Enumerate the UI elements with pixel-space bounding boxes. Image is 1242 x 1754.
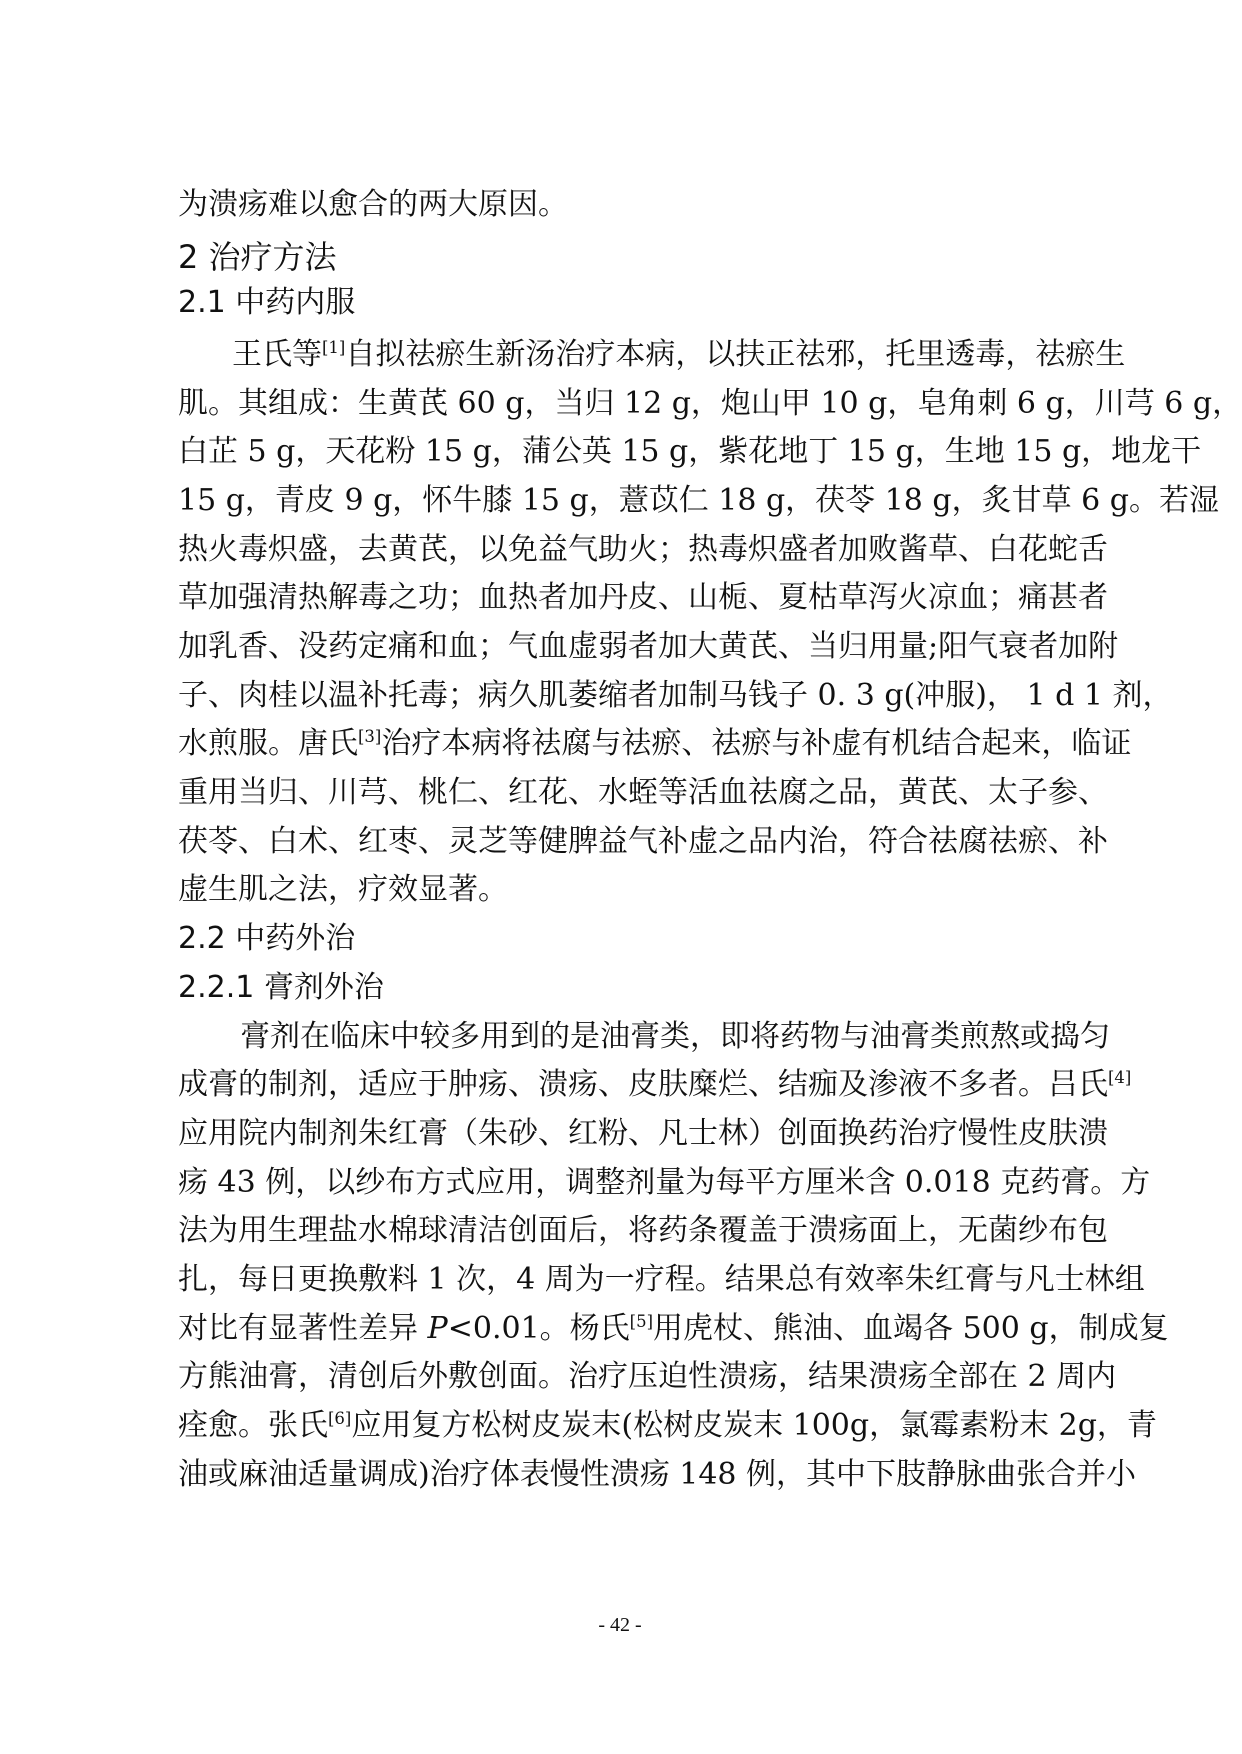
body-text-line: 15 g，青皮 9 g，怀牛膝 15 g，薏苡仁 18 g，茯苓 18 g，炙甘草 6 g。若湿 — [178, 483, 1219, 518]
body-text-line: 应用院内制剂朱红膏（朱砂、红粉、凡士林）创面换药治疗慢性皮肤溃 — [178, 1116, 1108, 1151]
citation-ref: [6] — [328, 1409, 352, 1428]
text-span: 成膏的制剂，适应于肿疡、溃疡、皮肤糜烂、结痂及渗液不多者。吕氏 — [178, 1067, 1108, 1102]
text-span: 自拟祛瘀生新汤治疗本病，以扶正祛邪，托里透毒，祛瘀生 — [345, 337, 1126, 372]
body-text-line — [178, 724, 1132, 764]
body-text-line: 油或麻油适量调成)治疗体表慢性溃疡 148 例，其中下肢静脉曲张合并小 — [178, 1457, 1137, 1492]
text-span: 用虎杖、熊油、血竭各 500 g，制成复 — [653, 1311, 1169, 1346]
body-text-line: 热火毒炽盛，去黄芪，以免益气助火；热毒炽盛者加败酱草、白花蛇舌 — [178, 532, 1108, 567]
body-text-line: 疡 43 例，以纱布方式应用，调整剂量为每平方厘米含 0.018 克药膏。方 — [178, 1165, 1151, 1200]
body-text-line: 白芷 5 g，天花粉 15 g，蒲公英 15 g，紫花地丁 15 g，生地 15 g，地龙干 — [178, 434, 1202, 469]
body-text-line: 草加强清热解毒之功；血热者加丹皮、山栀、夏枯草泻火凉血；痛甚者 — [178, 580, 1108, 615]
body-text-line: 虚生肌之法，疗效显著。 — [178, 872, 508, 907]
body-text-line: 为溃疡难以愈合的两大原因。 — [178, 187, 568, 222]
citation-ref: [4] — [1108, 1068, 1132, 1087]
section-heading-2: 2 治疗方法 — [178, 238, 337, 276]
subsection-heading-2-1: 2.1 中药内服 — [178, 285, 356, 320]
body-text-line: 肌。其组成：生黄芪 60 g，当归 12 g，炮山甲 10 g，皂角刺 6 g，川芎 6 g， — [178, 386, 1242, 421]
text-span: <0.01。杨氏 — [447, 1311, 630, 1346]
body-text-line: 茯苓、白术、红枣、灵芝等健脾益气补虚之品内治，符合祛腐祛瘀、补 — [178, 824, 1108, 859]
page-number: - 42 - — [598, 1614, 642, 1636]
text-span: 对比有显著性差异 — [178, 1311, 428, 1346]
text-span: 痊愈。张氏 — [178, 1408, 328, 1443]
citation-ref: [1] — [322, 338, 346, 357]
citation-ref: [5] — [629, 1312, 654, 1331]
subsubsection-heading-2-2-1: 2.2.1 膏剂外治 — [178, 970, 384, 1005]
subsection-heading-2-2: 2.2 中药外治 — [178, 921, 356, 956]
body-text-line — [178, 1309, 1169, 1349]
paragraph-first-line — [232, 335, 1126, 375]
citation-ref: [3] — [358, 727, 382, 746]
body-text-line — [178, 1406, 1157, 1446]
body-text-line: 方熊油膏，清创后外敷创面。治疗压迫性溃疡，结果溃疡全部在 2 周内 — [178, 1359, 1117, 1394]
text-span: 水煎服。唐氏 — [178, 726, 358, 761]
paragraph-first-line: 膏剂在临床中较多用到的是油膏类，即将药物与油膏类煎熬或捣匀 — [240, 1019, 1110, 1054]
body-text-line: 重用当归、川芎、桃仁、红花、水蛭等活血祛腐之品，黄芪、太子参、 — [178, 775, 1108, 810]
body-text-line — [178, 1065, 1132, 1105]
text-span: 应用复方松树皮炭末(松树皮炭末 100g，氯霉素粉末 2g，青 — [351, 1408, 1157, 1443]
text-span: 治疗本病将祛腐与祛瘀、祛瘀与补虚有机结合起来，临证 — [381, 726, 1132, 761]
body-text-line: 扎，每日更换敷料 1 次，4 周为一疗程。结果总有效率朱红膏与凡士林组 — [178, 1262, 1145, 1297]
p-value-symbol: P — [427, 1311, 448, 1346]
body-text-line: 子、肉桂以温补托毒；病久肌萎缩者加制马钱子 0. 3 g(冲服)， 1 d 1 剂， — [178, 678, 1173, 713]
text-span: 王氏等 — [232, 337, 322, 372]
body-text-line: 加乳香、没药定痛和血；气血虚弱者加大黄芪、当归用量;阳气衰者加附 — [178, 629, 1119, 664]
body-text-line: 法为用生理盐水棉球清洁创面后，将药条覆盖于溃疡面上，无菌纱布包 — [178, 1213, 1108, 1248]
